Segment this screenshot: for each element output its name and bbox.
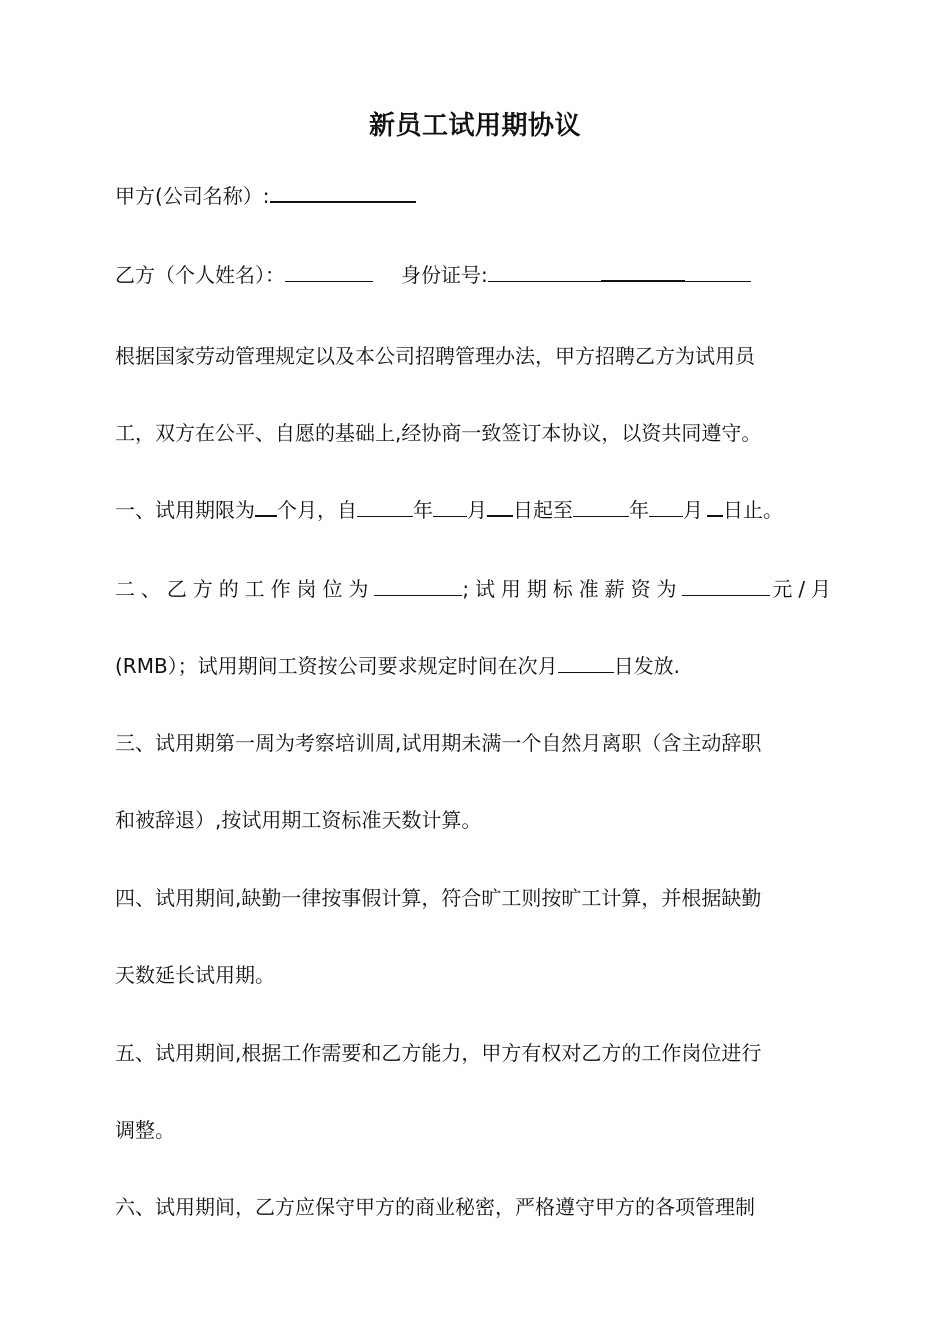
party-a-label: 甲方(公司名称）:	[115, 184, 270, 208]
clause-3-line-2: 和被辞退）,按试用期工资标准天数计算。	[115, 808, 482, 832]
clause-6-line-1: 六、试用期间，乙方应保守甲方的商业秘密，严格遵守甲方的各项管理制	[115, 1195, 755, 1219]
end-month-blank	[649, 496, 683, 517]
clause-1-text-5: 日起至	[513, 498, 573, 522]
salary-blank	[682, 575, 770, 596]
payday-blank	[558, 652, 614, 673]
clause-2-text-1: 二、乙方的工作岗位为	[115, 577, 375, 601]
id-number-blank-1	[488, 261, 601, 282]
clause-1-text-6: 年	[629, 498, 649, 522]
clause-2-line-2	[115, 651, 680, 681]
position-blank	[374, 575, 462, 596]
clause-5-line-1: 五、试用期间,根据工作需要和乙方能力，甲方有权对乙方的工作岗位进行	[115, 1041, 762, 1065]
end-day-blank	[707, 495, 723, 517]
clause-2-text-3: 元/月	[770, 577, 835, 601]
clause-1-line	[115, 495, 783, 525]
id-number-label: 身份证号:	[401, 263, 488, 287]
clause-1-text-3: 年	[413, 498, 433, 522]
party-b-name-blank	[285, 261, 373, 282]
clause-1-text-7: 月	[683, 498, 703, 522]
party-a-blank	[270, 181, 416, 203]
start-month-blank	[433, 496, 467, 517]
clause-2-text-4: (RMB）；试用期间工资按公司要求规定时间在次月	[115, 654, 558, 678]
intro-line-1: 根据国家劳动管理规定以及本公司招聘管理办法，甲方招聘乙方为试用员	[115, 344, 755, 368]
clause-3-line-1: 三、试用期第一周为考察培训周,试用期未满一个自然月离职（含主动辞职	[115, 731, 762, 755]
clause-1-text-8: 日止。	[723, 498, 783, 522]
clause-4-line-1: 四、试用期间,缺勤一律按事假计算，符合旷工则按旷工计算，并根据缺勤	[115, 886, 762, 910]
trial-months-blank	[255, 495, 277, 517]
clause-1-text-1: 一、试用期限为	[115, 498, 255, 522]
clause-5-line-2: 调整。	[115, 1118, 175, 1142]
id-number-blank-3	[685, 261, 751, 282]
party-b-label: 乙方（个人姓名）：	[115, 263, 285, 287]
clause-4-line-2: 天数延长试用期。	[115, 963, 275, 987]
start-day-blank	[487, 495, 513, 517]
clause-2-text-2: ;试用期标准薪资为	[462, 577, 683, 601]
party-a-line	[115, 181, 416, 211]
id-number-blank-2	[601, 260, 685, 282]
clause-1-text-4: 月	[467, 498, 487, 522]
clause-1-text-2: 个月，自	[277, 498, 357, 522]
end-year-blank	[573, 496, 629, 517]
clause-2-line-1	[115, 574, 835, 604]
clause-2-text-5: 日发放.	[613, 654, 681, 678]
party-b-line	[115, 260, 751, 290]
document-title: 新员工试用期协议	[368, 111, 581, 141]
start-year-blank	[357, 496, 413, 517]
intro-line-2: 工，双方在公平、自愿的基础上,经协商一致签订本协议，以资共同遵守。	[115, 421, 762, 445]
